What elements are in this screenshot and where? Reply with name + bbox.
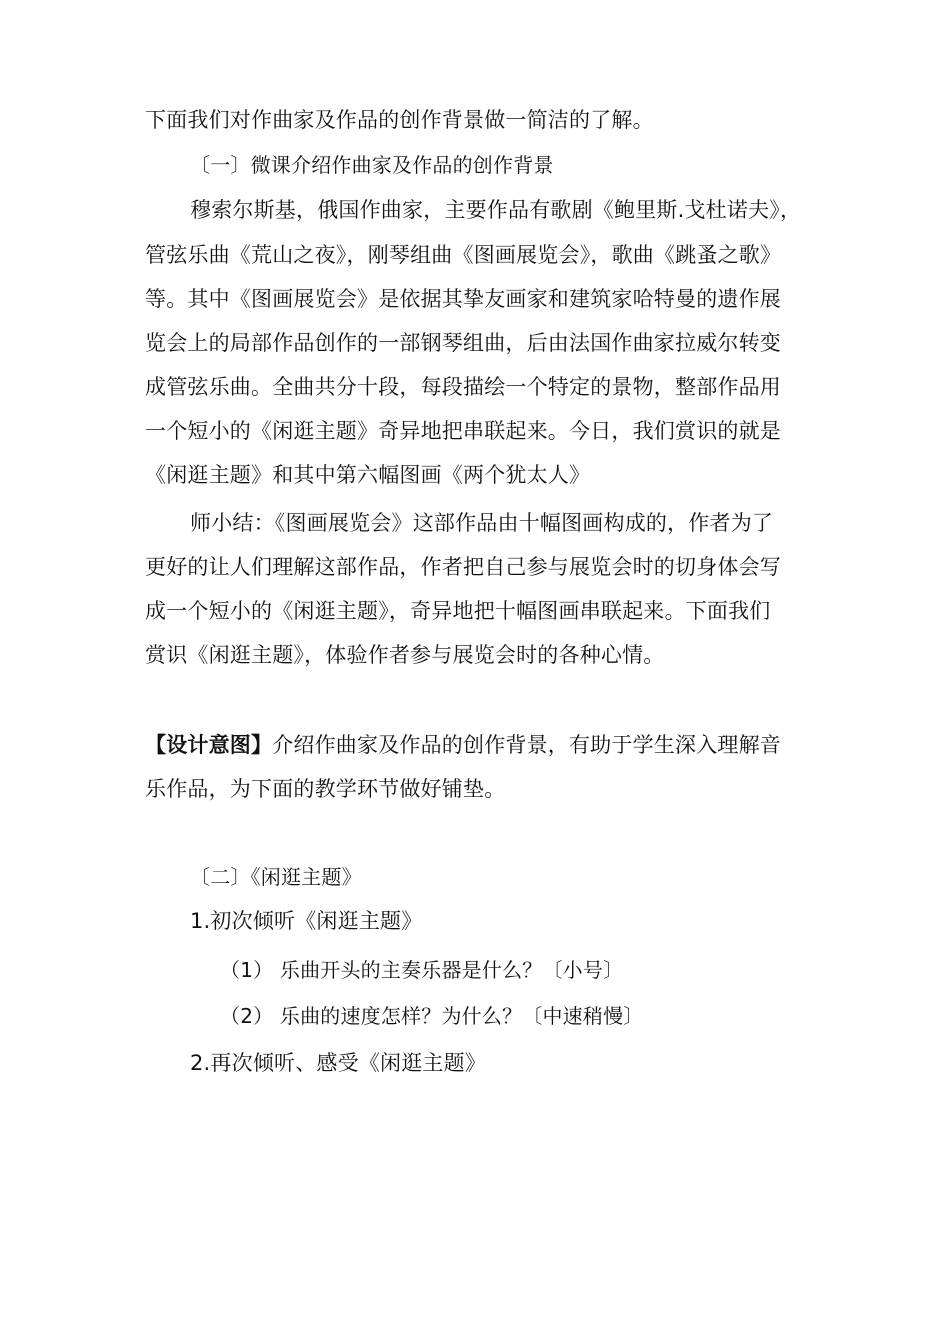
paragraph-intro: 下面我们对作曲家及作品的创作背景做一简洁的了解。: [145, 108, 654, 132]
paragraph-line: 等。其中《图画展览会》是依据其挚友画家和建筑家哈特曼的遗作展: [145, 287, 781, 311]
question-1: （1） 乐曲开头的主奏乐器是什么？〔小号〕: [220, 958, 624, 982]
paragraph-line: 管弦乐曲《荒山之夜》，刚琴组曲《图画展览会》，歌曲《跳蚤之歌》: [145, 243, 782, 267]
paragraph-line: 成一个短小的《闲逛主题》，奇异地把十幅图画串联起来。下面我们: [145, 599, 771, 623]
step-first-listening: 1.初次倾听《闲逛主题》: [190, 909, 423, 933]
paragraph-line: 更好的让人们理解这部作品，作者把自己参与展览会时的切身体会写: [145, 555, 781, 579]
paragraph-line: 一个短小的《闲逛主题》奇异地把串联起来。今日，我们赏识的就是: [145, 419, 781, 443]
paragraph-line: 赏识《闲逛主题》，体验作者参与展览会时的各种心情。: [145, 643, 665, 667]
section-heading-1: 〔一〕微课介绍作曲家及作品的创作背景: [190, 153, 554, 177]
paragraph-line: 乐作品，为下面的教学环节做好铺垫。: [145, 777, 506, 801]
design-intent-tag: 【设计意图】: [145, 733, 273, 757]
section-heading-2: 〔二〕《闲逛主题》: [190, 865, 362, 889]
paragraph-line: [145, 731, 825, 759]
paragraph-line: 览会上的局部作品创作的一部钢琴组曲，后由法国作曲家拉威尔转变: [145, 331, 781, 355]
paragraph-line: 穆索尔斯基，俄国作曲家，主要作品有歌剧《鲍里斯.戈杜诺夫》，: [190, 198, 802, 222]
design-intent-text: 介绍作曲家及作品的创作背景，有助于学生深入理解音: [272, 733, 782, 757]
paragraph-line: 成管弦乐曲。全曲共分十段，每段描绘一个特定的景物，整部作品用: [145, 375, 781, 399]
question-2: （2） 乐曲的速度怎样？为什么？〔中速稍慢〕: [220, 1004, 644, 1028]
step-second-listening: 2.再次倾听、感受《闲逛主题》: [190, 1051, 487, 1075]
paragraph-line: 《闲逛主题》和其中第六幅图画《两个犹太人》: [145, 463, 591, 487]
paragraph-line: 师小结：《图画展览会》这部作品由十幅图画构成的，作者为了: [190, 511, 774, 535]
